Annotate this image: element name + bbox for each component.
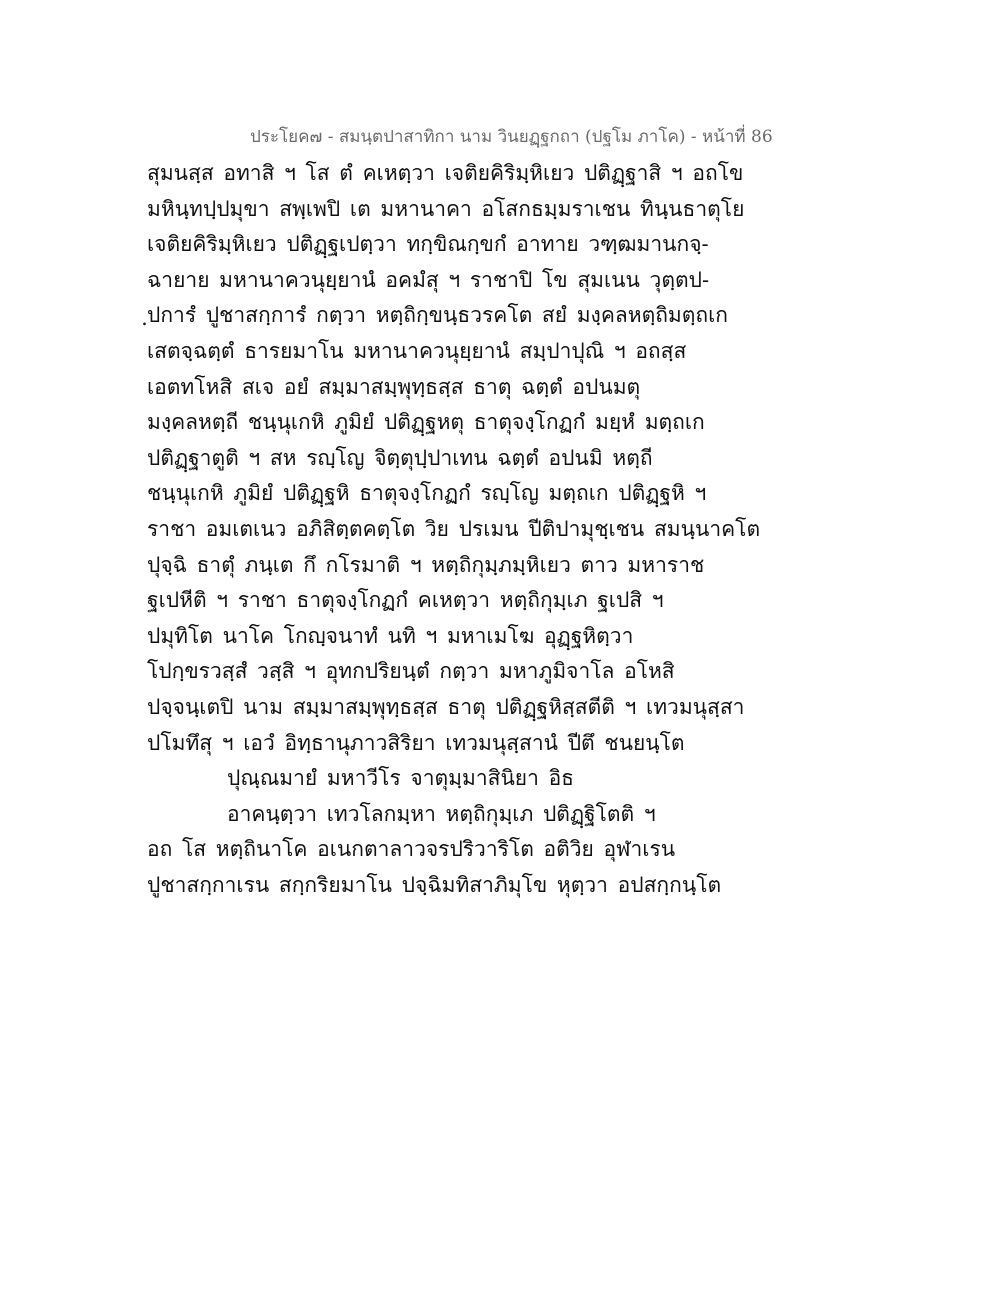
body-text [147,156,847,903]
text-line: ฉายาย มหานาควนุยฺยานํ อคมํสุ ฯ ราชาปิ โข สุมเนน วุตฺตป- [147,267,710,292]
text-line: ปุจฺฉิ ธาตุํ ภนฺเต กึ กโรมาติ ฯ หตฺถิกุมฺภมฺหิเยว ตาว มหาราช [147,552,705,577]
text-line: ปูชาสกฺกาเรน สกฺกริยมาโน ปจฺฉิมทิสาภิมุโข หุตฺวา อปสกฺกนฺโต [147,872,722,897]
text-line: ฺปการํ ปูชาสกฺการํ กตฺวา หตฺถิกฺขนฺธวรคโต สยํ มงฺคลหตฺถิมตฺถเก [147,303,729,328]
text-line: เอตทโหสิ สเจ อยํ สมฺมาสมฺพุทฺธสฺส ธาตุ ฉตฺตํ อปนมตุ [147,374,641,399]
running-header: ประโยค๗ - สมนฺตปาสาทิกา นาม วินยฏฺฐกถา (ปฐโม ภาโค) - หน้าที่ 86 [250,127,773,147]
text-line: ปโมทึสุ ฯ เอวํ อิทฺธานุภาวสิริยา เทวมนุสฺสานํ ปีตึ ชนยนฺโต [147,730,685,755]
text-line: ชนฺนุเกหิ ภูมิยํ ปติฏฺฐหิ ธาตุจงฺโกฏกํ รญฺโญ มตฺถเก ปติฏฺฐหิ ฯ [147,481,707,506]
text-line: ปจฺจนฺเตปิ นาม สมฺมาสมฺพุทฺธสฺส ธาตุ ปติฏฺฐหิสฺสตีติ ฯ เทวมนุสฺสา [147,694,745,719]
verse-line: อาคนฺตฺวา เทวโลกมฺหา หตฺถิกุมฺเภ ปติฏฺฐิโตติ ฯ [227,801,656,826]
text-line: ราชา อมเตเนว อภิสิตฺตคตฺโต วิย ปรเมน ปีติปามุชฺเชน สมนฺนาคโต [147,516,761,541]
text-line: ปติฏฺฐาตูติ ฯ สห รญฺโญ จิตฺตุปฺปาเทน ฉตฺตํ อปนมิ หตฺถี [147,445,653,470]
text-line: อถ โส หตฺถินาโค อเนกตาลาวจรปริวาริโต อติวิย อุฬาเรน [147,837,676,862]
text-line: โปกฺขรวสฺสํ วสฺสิ ฯ อุทกปริยนฺตํ กตฺวา มหาภูมิจาโล อโหสิ [147,659,675,684]
text-line: สุมนสฺส อทาสิ ฯ โส ตํ คเหตฺวา เจติยคิริมฺหิเยว ปติฏฺฐาสิ ฯ อถโข [147,161,744,185]
text-line: เสตจฺฉตฺตํ ธารยมาโน มหานาควนุยฺยานํ สมฺปาปุณิ ฯ อถสฺส [147,338,687,363]
text-line: ปมุทิโต นาโค โกญฺจนาทํ นทิ ฯ มหาเมโฆ อุฏฺฐหิตฺวา [147,623,634,648]
text-line: เจติยคิริมฺหิเยว ปติฏฺฐเปตฺวา ทกฺขิณกฺขกํ อาทาย วฑฺฒมานกจฺ- [147,232,709,257]
text-line: ฐเปหีติ ฯ ราชา ธาตุจงฺโกฏกํ คเหตฺวา หตฺถิกุมฺเภ ฐเปสิ ฯ [147,588,664,613]
text-line: มหินฺทปฺปมุขา สพฺเพปิ เต มหานาคา อโสกธมฺมราเชน ทินฺนธาตุโย [147,196,745,221]
verse-line: ปุณฺณมายํ มหาวีโร จาตุมฺมาสินิยา อิธ [227,766,574,791]
text-line: มงฺคลหตฺถี ชนฺนุเกหิ ภูมิยํ ปติฏฺฐหตุ ธาตุจงฺโกฏกํ มยฺหํ มตฺถเก [147,410,705,435]
